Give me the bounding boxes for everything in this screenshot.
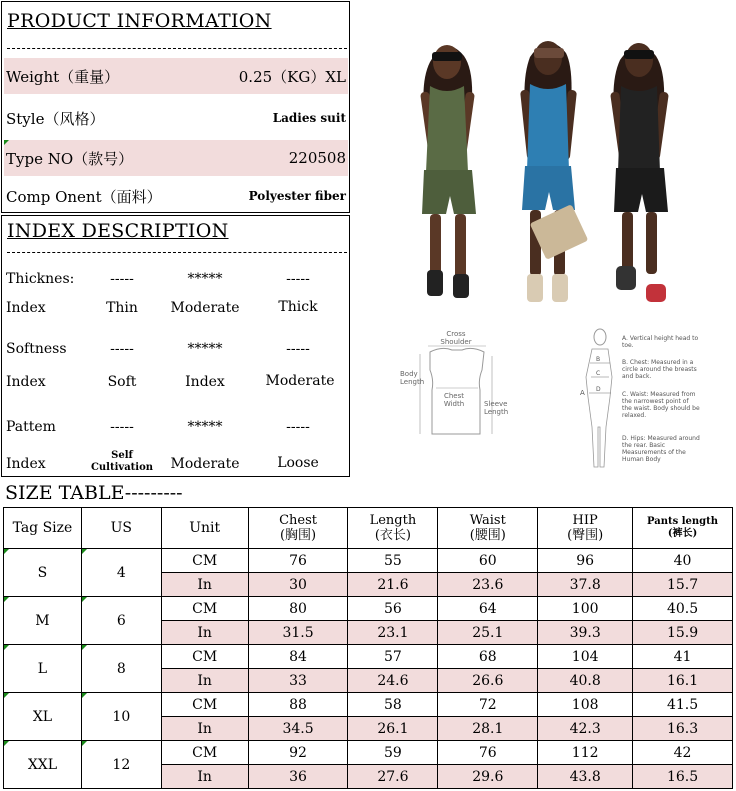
info-label: Comp Onent（面料）	[6, 187, 162, 206]
size-table-title-dashes: ---------	[124, 482, 183, 504]
value-cell: 33	[248, 669, 348, 693]
header-tag-size: Tag Size	[4, 508, 82, 549]
index-level: Soft	[107, 374, 137, 390]
value-cell: 60	[438, 549, 538, 573]
index-level: Self Cultivation	[90, 450, 154, 473]
header-pants-length: Pants length (裤长)	[633, 508, 733, 549]
measure-note: B. Chest: Measured in a circle around the breasts and back.	[622, 359, 697, 380]
value-cell: 29.6	[438, 765, 538, 789]
index-label: Index	[6, 374, 46, 390]
size-table-title-text: SIZE TABLE	[5, 482, 125, 504]
header-waist: Waist (腰围)	[438, 508, 538, 549]
body-measure-diagram	[576, 325, 700, 475]
value-cell: 15.7	[633, 573, 733, 597]
index-group-name: Pattem	[6, 419, 56, 435]
value-cell: 40	[633, 549, 733, 573]
index-level: Moderate	[170, 456, 240, 472]
value-cell: 100	[538, 597, 633, 621]
us-size-cell: 10	[81, 693, 161, 741]
value-cell: 34.5	[248, 717, 348, 741]
value-cell: 26.1	[348, 717, 438, 741]
model-blue	[520, 41, 588, 302]
tag-size-cell: M	[4, 597, 82, 645]
divider	[7, 252, 347, 253]
index-level: Index	[185, 374, 225, 390]
unit-cell: CM	[161, 549, 248, 573]
unit-cell: CM	[161, 597, 248, 621]
value-cell: 68	[438, 645, 538, 669]
header-chest: Chest (胸围)	[248, 508, 348, 549]
table-row-cm	[4, 549, 733, 573]
value-cell: 28.1	[438, 717, 538, 741]
unit-cell: In	[161, 669, 248, 693]
unit-cell: In	[161, 765, 248, 789]
unit-cell: CM	[161, 645, 248, 669]
info-value: Polyester fiber	[248, 189, 346, 203]
info-row-weight	[4, 58, 348, 94]
header-length: Length (衣长)	[348, 508, 438, 549]
header-unit: Unit	[161, 508, 248, 549]
value-cell: 15.9	[633, 621, 733, 645]
value-cell: 37.8	[538, 573, 633, 597]
value-cell: 41.5	[633, 693, 733, 717]
value-cell: 23.1	[348, 621, 438, 645]
body-outline	[576, 327, 622, 473]
us-size-cell: 6	[81, 597, 161, 645]
info-value: 220508	[288, 149, 346, 167]
value-cell: 72	[438, 693, 538, 717]
info-row-style	[4, 100, 348, 136]
tag-size-cell: XL	[4, 693, 82, 741]
unit-cell: CM	[161, 741, 248, 765]
value-cell: 27.6	[348, 765, 438, 789]
index-group-name: Softness	[6, 341, 67, 357]
index-mark: -----	[110, 271, 134, 287]
value-cell: 25.1	[438, 621, 538, 645]
table-row-cm	[4, 741, 733, 765]
value-cell: 36	[248, 765, 348, 789]
index-level: Thin	[106, 300, 138, 316]
info-value: 0.25（KG）XL	[238, 67, 346, 86]
label-chest-width: Chest Width	[443, 392, 465, 408]
value-cell: 40.5	[633, 597, 733, 621]
tag-size-cell: S	[4, 549, 82, 597]
value-cell: 59	[348, 741, 438, 765]
info-value: Ladies suit	[272, 111, 346, 125]
value-cell: 80	[248, 597, 348, 621]
models-illustration	[392, 22, 702, 322]
header-us: US	[81, 508, 161, 549]
info-label: Style（风格）	[6, 109, 105, 128]
size-table-header	[4, 508, 733, 549]
index-mark-selected: *****	[187, 271, 223, 287]
index-level: Moderate	[265, 373, 335, 389]
unit-cell: In	[161, 621, 248, 645]
index-mark-selected: *****	[187, 341, 223, 357]
info-label: Weight（重量）	[6, 67, 120, 86]
index-label: Index	[6, 300, 46, 316]
measure-note: D. Hips: Measured around the rear. Basic Measurements of the Human Body	[622, 435, 700, 463]
index-level: Moderate	[170, 300, 240, 316]
label-sleeve-length: Sleeve Length	[484, 400, 509, 416]
index-mark: -----	[110, 341, 134, 357]
unit-cell: CM	[161, 693, 248, 717]
tag-size-cell: L	[4, 645, 82, 693]
value-cell: 16.3	[633, 717, 733, 741]
value-cell: 31.5	[248, 621, 348, 645]
value-cell: 96	[538, 549, 633, 573]
value-cell: 24.6	[348, 669, 438, 693]
measure-note: A. Vertical height head to toe.	[622, 335, 699, 349]
table-row-cm	[4, 693, 733, 717]
index-level: Thick	[278, 299, 318, 315]
value-cell: 57	[348, 645, 438, 669]
product-photo	[392, 22, 702, 322]
value-cell: 56	[348, 597, 438, 621]
size-table	[3, 507, 733, 789]
value-cell: 55	[348, 549, 438, 573]
value-cell: 42	[633, 741, 733, 765]
index-mark: -----	[110, 419, 134, 435]
value-cell: 92	[248, 741, 348, 765]
index-mark: -----	[286, 419, 310, 435]
value-cell: 104	[538, 645, 633, 669]
index-label: Index	[6, 456, 46, 472]
value-cell: 23.6	[438, 573, 538, 597]
body-letter-b: B	[596, 356, 601, 363]
info-label: Type NO（款号）	[6, 149, 134, 168]
value-cell: 30	[248, 573, 348, 597]
model-black	[610, 43, 669, 302]
index-level: Loose	[277, 455, 319, 471]
garment-measure-diagram	[398, 330, 518, 438]
value-cell: 16.1	[633, 669, 733, 693]
unit-cell: In	[161, 717, 248, 741]
us-size-cell: 4	[81, 549, 161, 597]
unit-cell: In	[161, 573, 248, 597]
divider	[7, 48, 347, 49]
index-mark: -----	[286, 271, 310, 287]
size-table-title	[5, 482, 183, 504]
value-cell: 64	[438, 597, 538, 621]
value-cell: 112	[538, 741, 633, 765]
index-mark-selected: *****	[187, 419, 223, 435]
info-row-type-no	[4, 140, 348, 176]
tag-size-cell: XXL	[4, 741, 82, 789]
value-cell: 58	[348, 693, 438, 717]
header-hip: HIP (臀围)	[538, 508, 633, 549]
body-letter-c: C	[596, 370, 601, 377]
value-cell: 41	[633, 645, 733, 669]
value-cell: 76	[248, 549, 348, 573]
value-cell: 39.3	[538, 621, 633, 645]
value-cell: 21.6	[348, 573, 438, 597]
product-info-title: PRODUCT INFORMATION	[7, 10, 272, 32]
value-cell: 108	[538, 693, 633, 717]
value-cell: 40.8	[538, 669, 633, 693]
index-group-name: Thicknes:	[6, 271, 75, 287]
label-cross-shoulder: Cross Shoulder	[440, 330, 472, 346]
value-cell: 16.5	[633, 765, 733, 789]
body-letter-d: D	[596, 386, 601, 393]
us-size-cell: 8	[81, 645, 161, 693]
measure-note: C. Waist: Measured from the narrowest point of the waist. Body should be relaxed.	[622, 391, 700, 419]
label-body-length: Body Length	[400, 370, 425, 386]
value-cell: 84	[248, 645, 348, 669]
us-size-cell: 12	[81, 741, 161, 789]
index-description-title: INDEX DESCRIPTION	[7, 220, 229, 242]
info-row-component	[4, 180, 348, 212]
model-green	[420, 45, 476, 298]
index-mark: -----	[286, 341, 310, 357]
table-row-cm	[4, 645, 733, 669]
table-row-cm	[4, 597, 733, 621]
body-letter-a: A	[580, 389, 585, 397]
value-cell: 76	[438, 741, 538, 765]
value-cell: 43.8	[538, 765, 633, 789]
value-cell: 42.3	[538, 717, 633, 741]
value-cell: 88	[248, 693, 348, 717]
value-cell: 26.6	[438, 669, 538, 693]
